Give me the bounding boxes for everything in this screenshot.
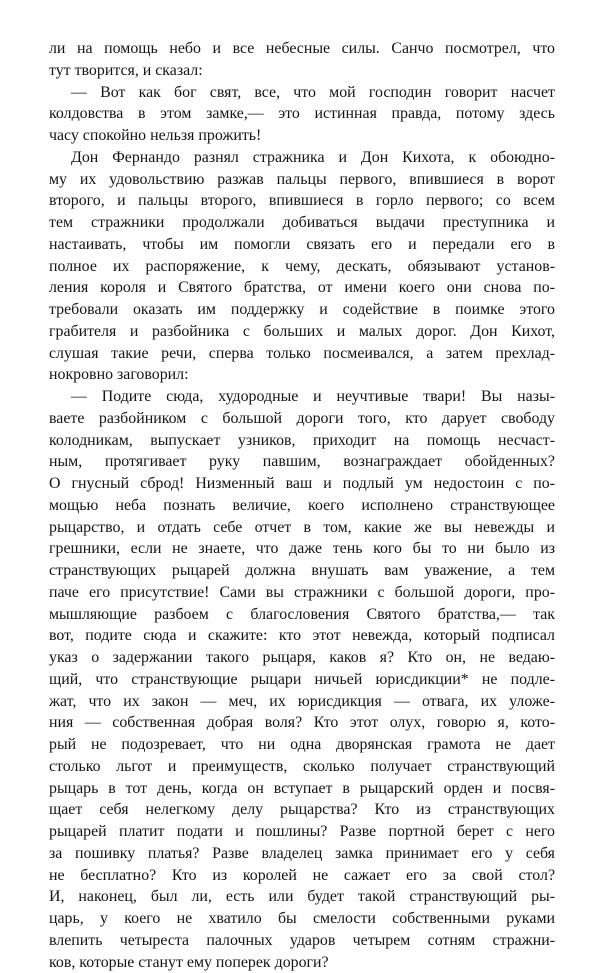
text-line: паче его присутствие! Сами вы стражники с большой дороги, про- bbox=[49, 582, 555, 604]
text-line: мышляющие разбоем с благословения Святого братства,— так bbox=[49, 604, 555, 626]
text-line: О гнусный сброд! Низменный ваш и подлый ум недостоин с по- bbox=[49, 473, 555, 495]
text-line: вот, подите сюда и скажите: кто этот невежда, который подписал bbox=[49, 625, 555, 647]
text-line: указ о задержании такого рыцаря, каков я? Кто он, не ведаю- bbox=[49, 647, 555, 669]
text-line: щий, что странствующие рыцари ничьей юрисдикции* не подле- bbox=[49, 669, 555, 691]
text-line: ли на помощь небо и все небесные силы. Санчо посмотрел, что bbox=[49, 38, 555, 60]
text-line: рыцарь в тот день, когда он вступает в рыцарский орден и посвя- bbox=[49, 778, 555, 800]
text-line: Дон Фернандо разнял стражника и Дон Кихота, к обоюдно- bbox=[49, 147, 555, 169]
text-line: ваете разбойником с большой дороги того, кто дарует свободу bbox=[49, 408, 555, 430]
text-line: слушая такие речи, сперва только посмеивался, а затем прехлад- bbox=[49, 343, 555, 365]
text-line: странствующих рыцарей должна внушать вам уважение, а тем bbox=[49, 560, 555, 582]
text-line: ков, которые станут ему поперек дороги? bbox=[49, 952, 555, 973]
text-line: мощью неба познать величие, коего исполнено странствующее bbox=[49, 495, 555, 517]
text-line: рый не подозревает, что ни одна дворянская грамота не дает bbox=[49, 734, 555, 756]
text-line: ным, протягивает руку павшим, вознаграждает обойденных? bbox=[49, 451, 555, 473]
text-line: рыцарей платит подати и пошлины? Разве портной берет с него bbox=[49, 821, 555, 843]
text-line: грешники, если не знаете, что даже тень кого бы то ни было из bbox=[49, 538, 555, 560]
text-line: нокровно заговорил: bbox=[49, 364, 555, 386]
text-line: за пошивку платья? Разве владелец замка принимает его у себя bbox=[49, 843, 555, 865]
text-line: часу спокойно нельзя прожить! bbox=[49, 125, 555, 147]
text-line: И, наконец, был ли, есть или будет такой странствующий ры- bbox=[49, 886, 555, 908]
text-line: — Подите сюда, худородные и неучтивые твари! Вы назы- bbox=[49, 386, 555, 408]
text-line: не бесплатно? Кто из королей не сажает его за свой стол? bbox=[49, 865, 555, 887]
text-line: требовали оказать им поддержку и содействие в поимке этого bbox=[49, 299, 555, 321]
text-line: — Вот как бог свят, все, что мой господин говорит насчет bbox=[49, 82, 555, 104]
text-line: тут творится, и сказал: bbox=[49, 60, 555, 82]
text-line: колодникам, выпускает узников, приходит на помощь несчаст- bbox=[49, 430, 555, 452]
text-line: щает себя нелегкому делу рыцарства? Кто из странствующих bbox=[49, 799, 555, 821]
text-line: рыцарство, и отдать себе отчет в том, какие же вы невежды и bbox=[49, 517, 555, 539]
text-line: полное их распоряжение, к чему, дескать, обязывают установ- bbox=[49, 256, 555, 278]
text-line: ния — собственная добрая воля? Кто этот олух, говорю я, кото- bbox=[49, 712, 555, 734]
text-line: царь, у коего не хватило бы смелости собственными руками bbox=[49, 908, 555, 930]
text-line: тем стражники продолжали добиваться выдачи преступника и bbox=[49, 212, 555, 234]
text-line: ления короля и Святого братства, от имени коего они снова по- bbox=[49, 277, 555, 299]
text-line: влепить четыреста палочных ударов четырем сотням стражни- bbox=[49, 930, 555, 952]
text-line: столько льгот и преимуществ, сколько получает странствующий bbox=[49, 756, 555, 778]
text-line: колдовства в этом замке,— это истинная правда, потому здесь bbox=[49, 103, 555, 125]
book-page-text bbox=[49, 38, 555, 973]
text-line: настаивать, чтобы им помогли связать его и передали его в bbox=[49, 234, 555, 256]
text-line: жат, что их закон — меч, их юрисдикция — отвага, их уложе- bbox=[49, 691, 555, 713]
text-line: второго, и пальцы второго, впившиеся в горло первого; со всем bbox=[49, 190, 555, 212]
text-line: му их удовольствию разжав пальцы первого, впившиеся в ворот bbox=[49, 169, 555, 191]
text-line: грабителя и разбойника с больших и малых дорог. Дон Кихот, bbox=[49, 321, 555, 343]
